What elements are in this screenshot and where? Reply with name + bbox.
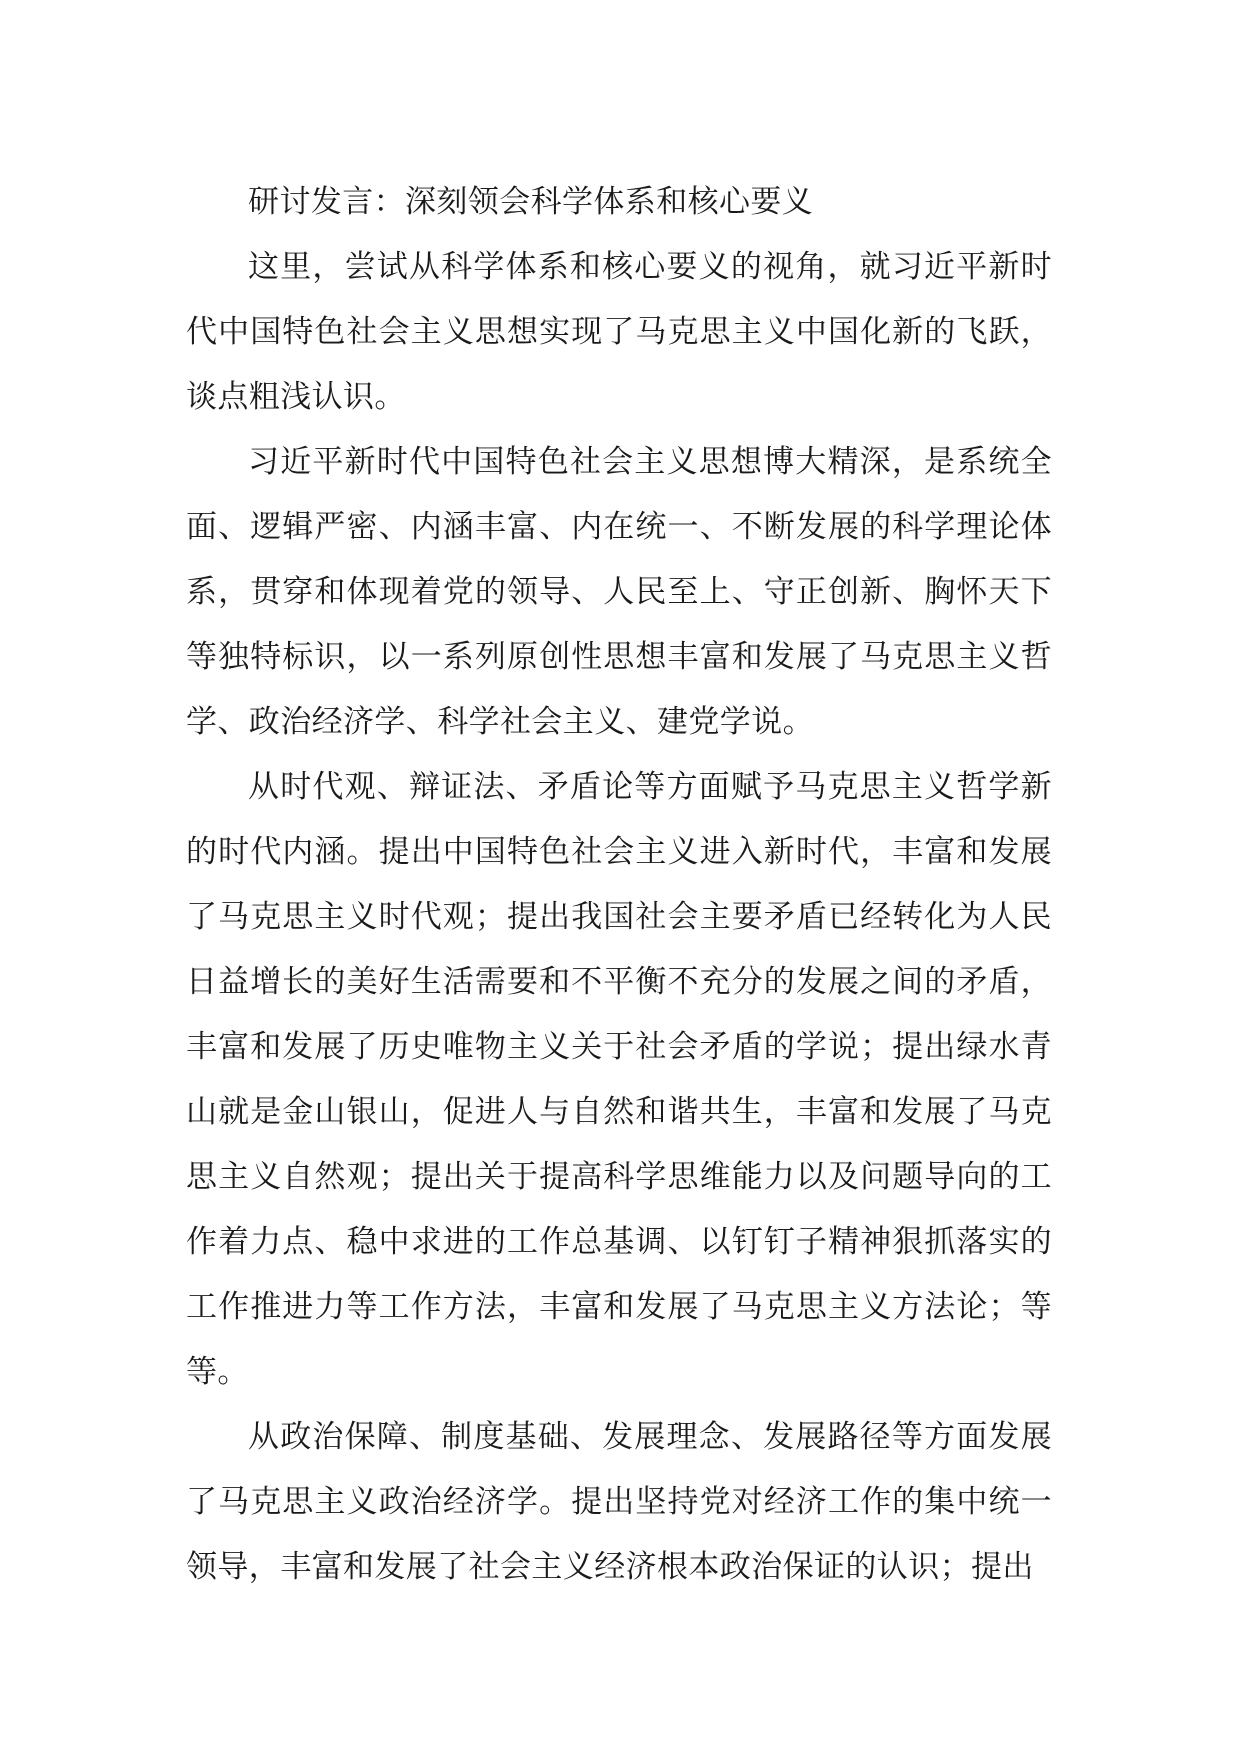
paragraph-2: 习近平新时代中国特色社会主义思想博大精深，是系统全面、逻辑严密、内涵丰富、内在统一、不断发展的科学理论体系，贯穿和体现着党的领导、人民至上、守正创新、胸怀天下等独特标识，以一系列原创性思想丰富和发展了马克思主义哲学、政治经济学、科学社会主义、建党学说。 — [186, 444, 1052, 740]
document-title: 研讨发言：深刻领会科学体系和核心要义 — [248, 184, 814, 220]
paragraph-3: 从时代观、辩证法、矛盾论等方面赋予马克思主义哲学新的时代内涵。提出中国特色社会主义进入新时代，丰富和发展了马克思主义时代观；提出我国社会主要矛盾已经转化为人民日益增长的美好生活需要和不平衡不充分的发展之间的矛盾，丰富和发展了历史唯物主义关于社会矛盾的学说；提出绿水青山就是金山银山，促进人与自然和谐共生，丰富和发展了马克思主义自然观；提出关于提高科学思维能力以及问题导向的工作着力点、稳中求进的工作总基调、以钉钉子精神狠抓落实的工作推进力等工作方法，丰富和发展了马克思主义方法论；等等。 — [186, 769, 1052, 1390]
document-body — [186, 170, 1052, 1600]
paragraph-4: 从政治保障、制度基础、发展理念、发展路径等方面发展了马克思主义政治经济学。提出坚持党对经济工作的集中统一领导，丰富和发展了社会主义经济根本政治保证的认识；提出 — [186, 1419, 1052, 1585]
paragraph-1: 这里，尝试从科学体系和核心要义的视角，就习近平新时代中国特色社会主义思想实现了马克思主义中国化新的飞跃，谈点粗浅认识。 — [186, 249, 1052, 415]
